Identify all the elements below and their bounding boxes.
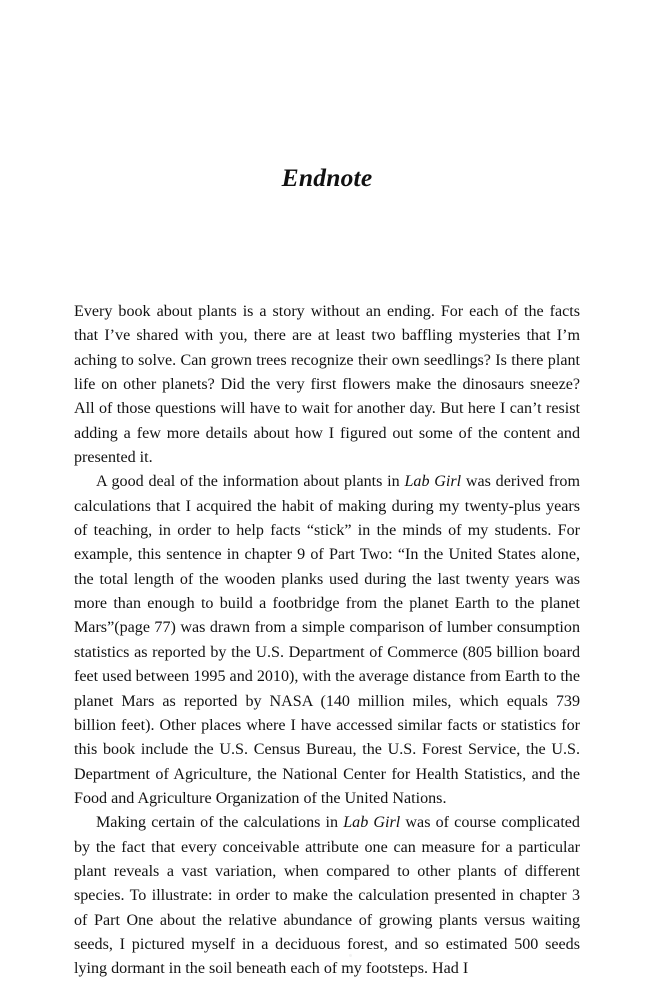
paragraph — [74, 300, 580, 470]
text-run: was of course complicated by the fact that every conceivable attribute one can measure for a particular plant reveals a vast variation, when compared to other plants of different species. To illustrate: in order to make the calculation presented in chapter 3 of Part One about the relative abundance of growing plants versus waiting seeds, I pictured myself in a deciduous forest, and so estimated 500 seeds lying dormant in the soil beneath each of my footsteps. Had I — [74, 814, 580, 978]
text-run: Every book about plants is a story without an ending. For each of the facts that I’ve shared with you, there are at least two baffling mysteries that I’m aching to solve. Can grown trees recognize their own seedlings? Is there plant life on other planets? Did the very first flowers make the dinosaurs sneeze? All of those questions will have to wait for another day. But here I can’t resist adding a few more details about how I figured out some of the content and presented it. — [74, 303, 580, 467]
text-run: Making certain of the calculations in — [96, 814, 344, 832]
text-run: A good deal of the information about plants in — [96, 473, 405, 491]
text-run: was derived from calculations that I acquired the habit of making during my twenty-plus years of teaching, in order to help facts “stick” in the minds of my students. For example, this sentence in chapter 9 of Part Two: “In the United States alone, the total length of the wooden planks used during the last twenty years was more than enough to build a footbridge from the planet Earth to the planet Mars”(page 77) was drawn from a simple comparison of lumber consumption statistics as reported by the U.S. Department of Commerce (805 billion board feet used between 1995 and 2010), with the average distance from Earth to the planet Mars as reported by NASA (140 million miles, which equals 739 billion feet). Other places where I have accessed similar facts or statistics for this book include the U.S. Census Bureau, the U.S. Forest Service, the U.S. Department of Agriculture, the National Center for Health Statistics, and the Food and Agriculture Organization of the United Nations. — [74, 473, 580, 807]
page-title: Endnote — [281, 163, 373, 193]
italic-title-run: Lab Girl — [343, 814, 401, 832]
body-text-block — [74, 300, 580, 982]
italic-title-run: Lab Girl — [404, 473, 462, 491]
scan-artifact — [349, 954, 352, 957]
paragraph — [74, 470, 580, 811]
paragraph — [74, 811, 580, 981]
